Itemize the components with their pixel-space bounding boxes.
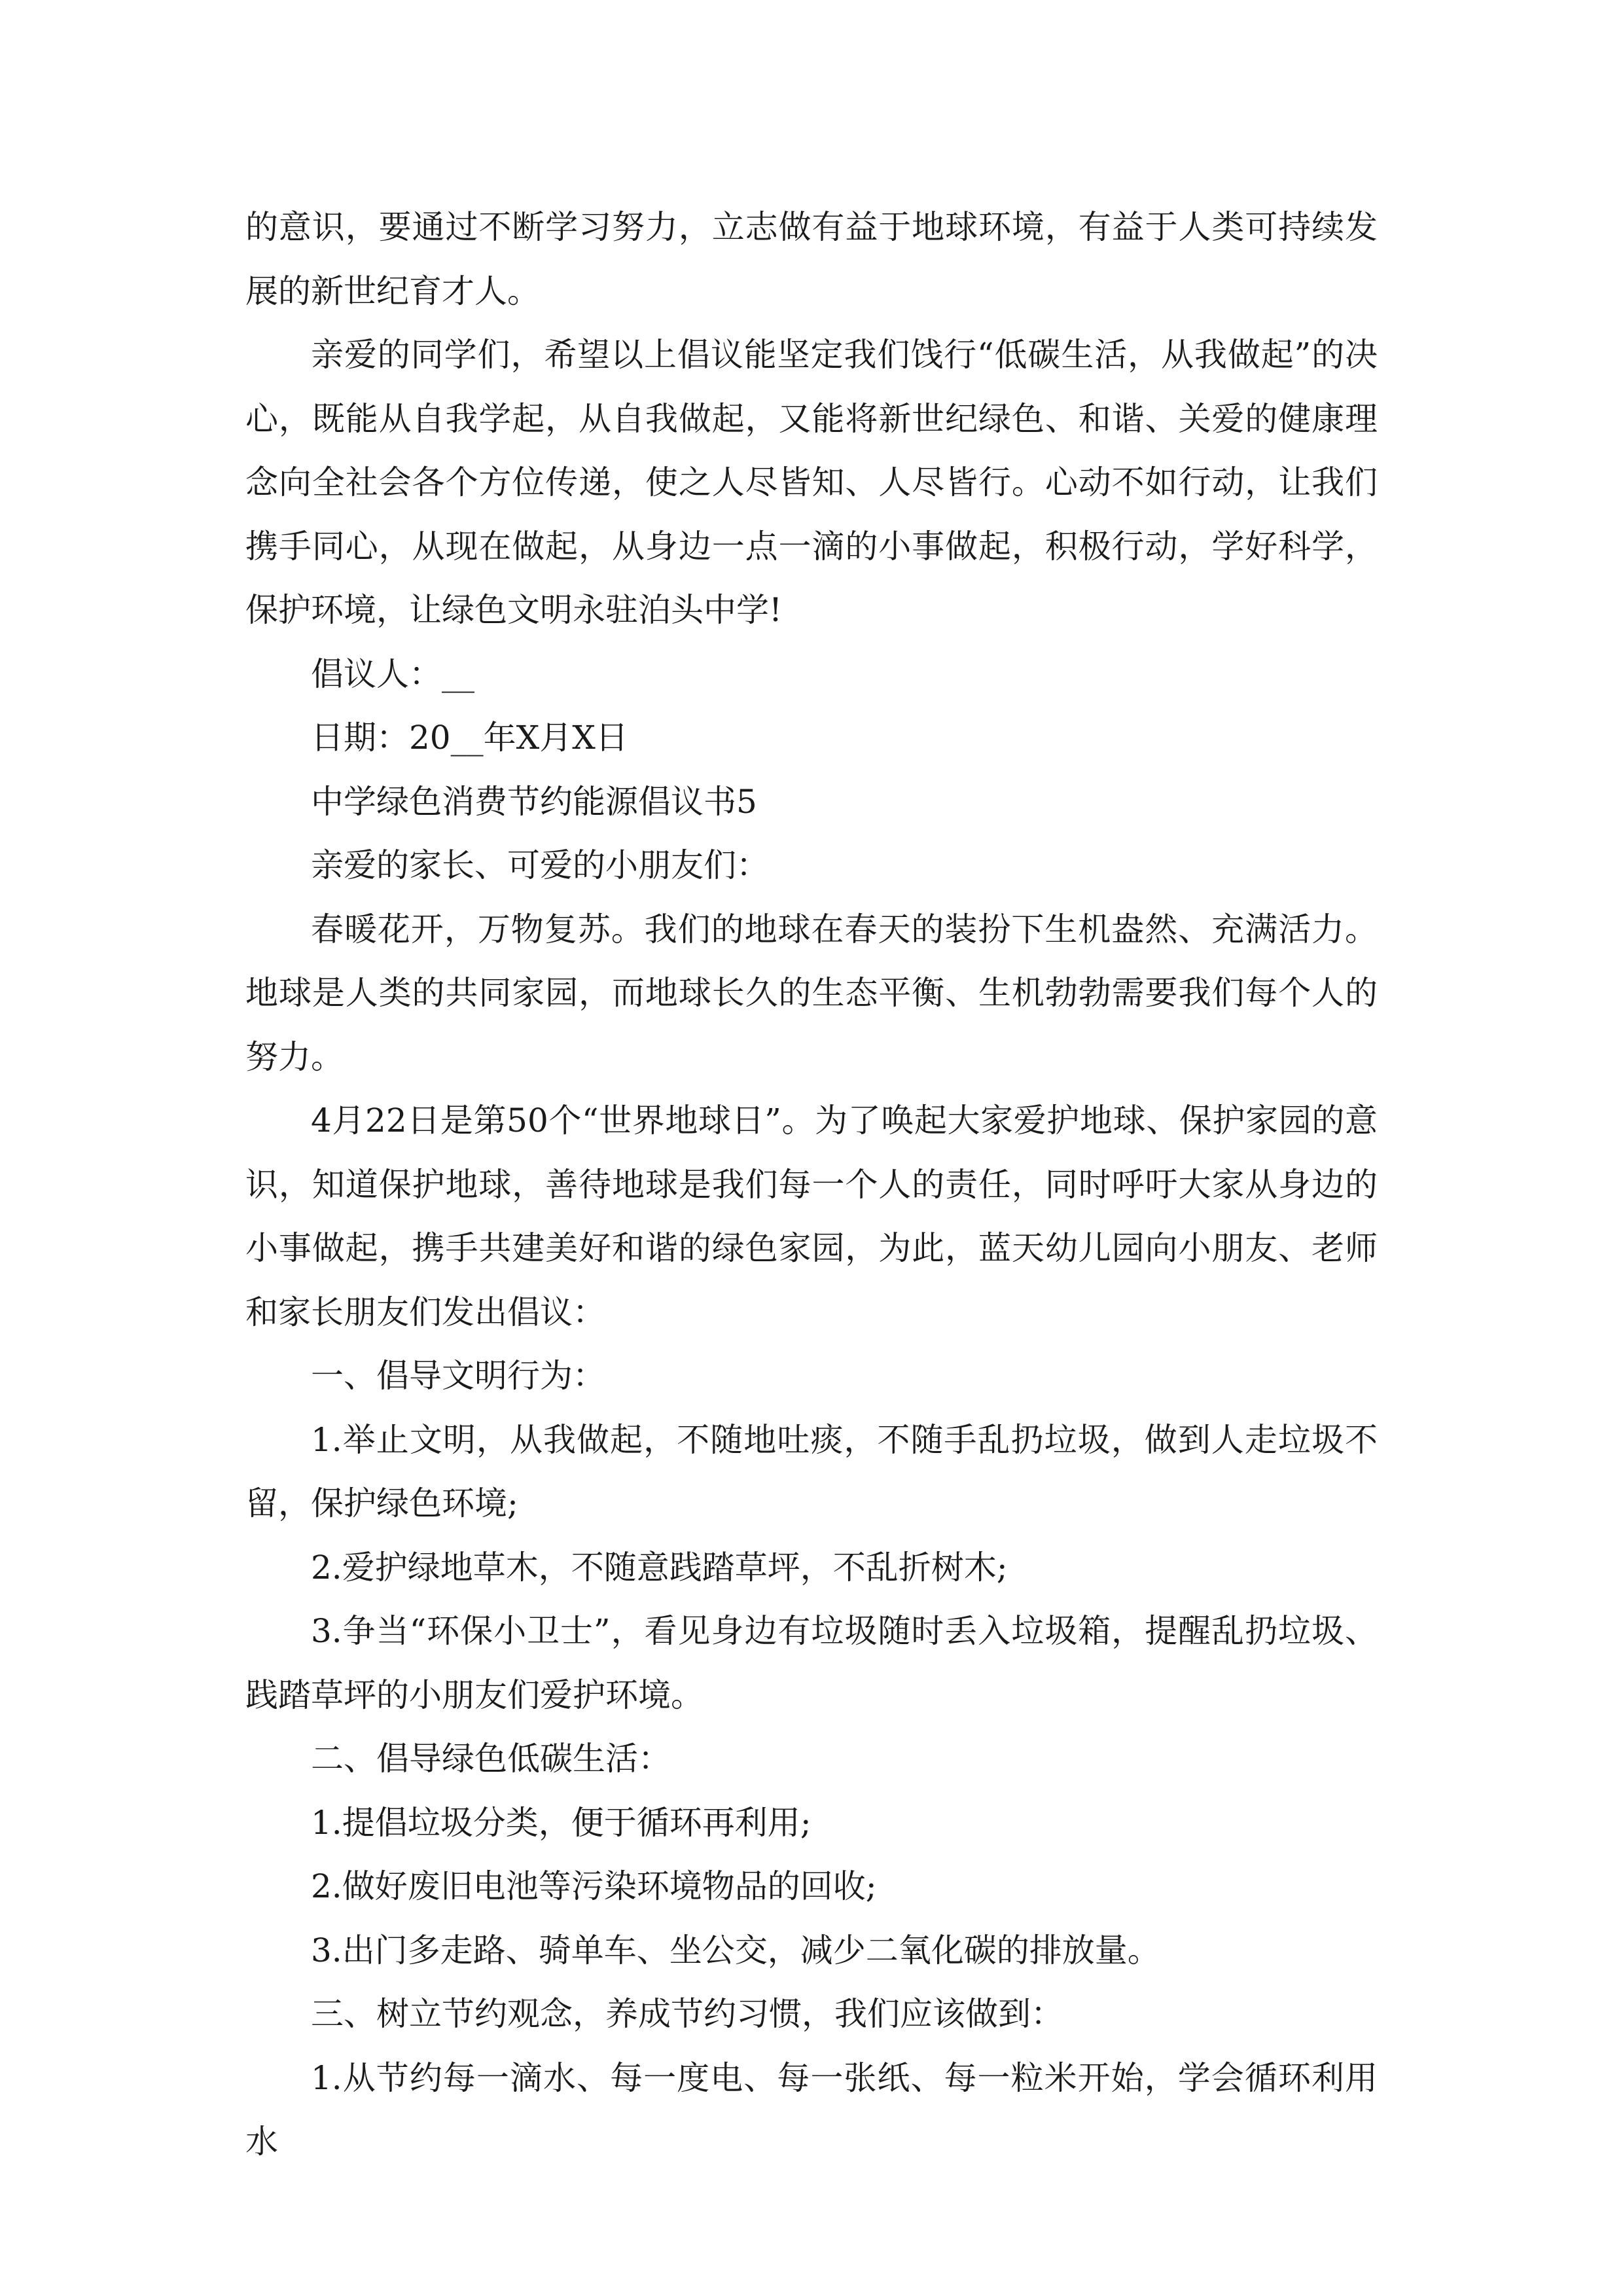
paragraph: 的意识，要通过不断学习努力，立志做有益于地球环境，有益于人类可持续发展的新世纪育才人。 bbox=[245, 208, 1378, 310]
date-line: 日期：20__年X月X日 bbox=[311, 719, 628, 757]
signature-line: 倡议人：__ bbox=[311, 655, 474, 693]
list-item: 1.举止文明，从我做起，不随地吐痰，不随手乱扔垃圾，做到人走垃圾不留，保护绿色环境; bbox=[245, 1420, 1378, 1522]
paragraph: 亲爱的同学们，希望以上倡议能坚定我们饯行“低碳生活，从我做起”的决心，既能从自我学起，从自我做起，又能将新世纪绿色、和谐、关爱的健康理念向全社会各个方位传递，使之人尽皆知、人尽皆行。心动不如行动，让我们携手同心，从现在做起，从身边一点一滴的小事做起，积极行动，学好科学，保护环境，让绿色文明永驻泊头中学! bbox=[245, 336, 1378, 629]
list-heading: 一、倡导文明行为： bbox=[311, 1357, 605, 1395]
section-title: 中学绿色消费节约能源倡议书5 bbox=[311, 782, 757, 821]
document-body bbox=[245, 196, 1378, 2174]
list-item: 2.爱护绿地草木，不随意践踏草坪，不乱折树木; bbox=[311, 1548, 1008, 1587]
list-item: 2.做好废旧电池等污染环境物品的回收; bbox=[311, 1867, 877, 1905]
paragraph: 春暖花开，万物复苏。我们的地球在春天的装扮下生机盎然、充满活力。地球是人类的共同家园，而地球长久的生态平衡、生机勃勃需要我们每个人的努力。 bbox=[245, 910, 1378, 1076]
salutation: 亲爱的家长、可爱的小朋友们： bbox=[311, 846, 769, 884]
list-item: 3.争当“环保小卫士”，看见身边有垃圾随时丢入垃圾箱，提醒乱扔垃圾、践踏草坪的小朋友们爱护环境。 bbox=[245, 1612, 1378, 1714]
list-heading: 二、倡导绿色低碳生活： bbox=[311, 1740, 671, 1778]
list-item: 1.提倡垃圾分类，便于循环再利用; bbox=[311, 1803, 812, 1842]
list-heading: 三、树立节约观念，养成节约习惯，我们应该做到： bbox=[311, 1995, 1063, 2033]
list-item: 3.出门多走路、骑单车、坐公交，减少二氧化碳的排放量。 bbox=[311, 1931, 1160, 1969]
list-item: 1.从节约每一滴水、每一度电、每一张纸、每一粒米开始，学会循环利用水 bbox=[245, 2058, 1378, 2161]
paragraph: 4月22日是第50个“世界地球日”。为了唤起大家爱护地球、保护家园的意识，知道保护地球，善待地球是我们每一个人的责任，同时呼吁大家从身边的小事做起，携手共建美好和谐的绿色家园，为此，蓝天幼儿园向小朋友、老师和家长朋友们发出倡议： bbox=[245, 1102, 1378, 1331]
